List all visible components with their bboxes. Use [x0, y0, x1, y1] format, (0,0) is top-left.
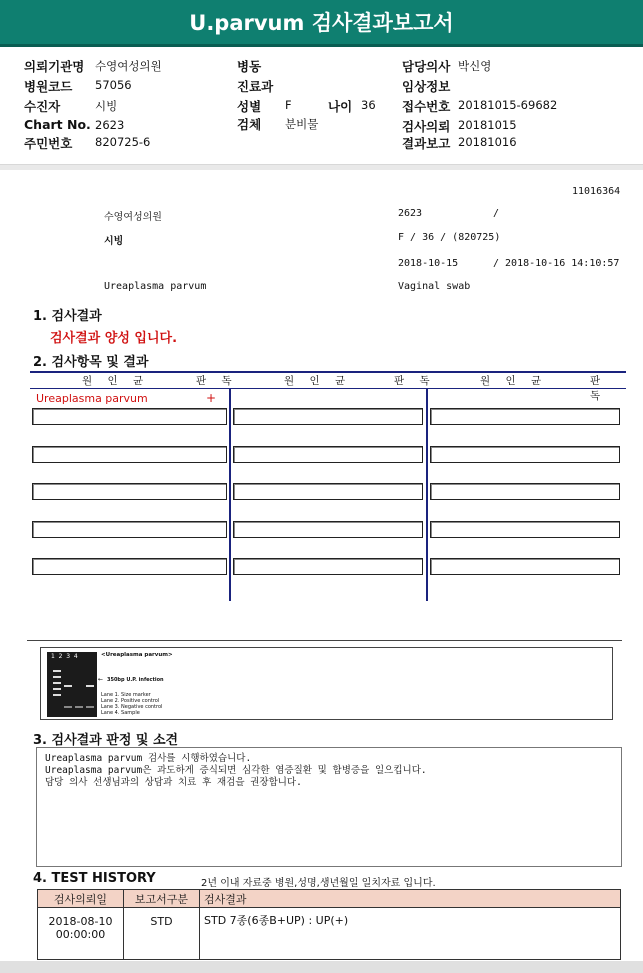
gel-electrophoresis-image: [47, 652, 97, 717]
section-separator: [27, 640, 622, 641]
sex-value: F: [285, 98, 292, 112]
result-field[interactable]: [233, 558, 423, 575]
code-label: 병원코드: [24, 79, 73, 94]
info-sex-age: F / 36 / (820725): [398, 232, 501, 243]
positive-result: 검사결과 양성 입니다.: [50, 331, 178, 346]
info-date-report: / 2018-10-16 14:10:57: [493, 258, 620, 269]
section1-title: 1. 검사결과: [33, 309, 102, 324]
chart-label: Chart No.: [24, 117, 91, 132]
result-field[interactable]: [32, 558, 227, 575]
sex-label: 성별: [237, 99, 262, 114]
history-col-type: 보고서구분: [124, 890, 200, 908]
header-divider: [0, 164, 643, 170]
grid-header-line: [30, 388, 626, 389]
history-date: 2018-08-10: [48, 915, 113, 928]
section3-title: 3. 검사결과 판정 및 소견: [33, 733, 179, 748]
gel-band: [86, 685, 94, 687]
result-field[interactable]: [233, 446, 423, 463]
report-title: U.parvum 검사결과보고서: [0, 0, 643, 47]
result-field[interactable]: [430, 558, 620, 575]
col-organism-1: 원 인 균: [82, 375, 150, 387]
gel-legend-3: Lane 3. Negative control: [101, 704, 163, 710]
result-field[interactable]: [32, 446, 227, 463]
history-col-date: 검사의뢰일: [38, 890, 124, 908]
gel-lane-numbers: 1 2 3 4: [51, 653, 78, 660]
arrow-icon: ←: [98, 676, 104, 683]
history-note: 2년 이내 자료중 병원,성명,생년월일 일치자료 입니다.: [201, 878, 436, 889]
receipt-value: 20181015-69682: [458, 98, 558, 112]
info-sample: Vaginal swab: [398, 281, 471, 292]
doctor-label: 담당의사: [402, 59, 451, 74]
history-type: STD: [124, 908, 200, 960]
info-slash: /: [493, 208, 500, 219]
specimen-label: 검체: [237, 117, 262, 132]
patient-value: 시빙: [95, 99, 118, 113]
info-patient: 시빙: [104, 236, 124, 247]
section2-title: 2. 검사항목 및 결과: [33, 355, 149, 370]
organism-result: +: [206, 391, 217, 405]
section4-title: 4. TEST HISTORY: [33, 871, 156, 886]
table-row[interactable]: [38, 908, 621, 960]
history-table: [37, 889, 621, 960]
report-date-value: 20181016: [458, 135, 517, 149]
result-field[interactable]: [233, 483, 423, 500]
gel-band-label: 350bp U.P. infection: [107, 677, 164, 683]
dept-label: 진료과: [237, 79, 274, 94]
history-time: 00:00:00: [55, 928, 106, 941]
grid-col-line-1: [229, 388, 231, 601]
result-field[interactable]: [32, 483, 227, 500]
rrn-value: 820725-6: [95, 135, 151, 149]
remark-line: Ureaplasma parvum 검사를 시행하였습니다.: [45, 753, 252, 764]
info-date-request: 2018-10-15: [398, 258, 459, 269]
ward-label: 병동: [237, 59, 262, 74]
remark-line: Ureaplasma parvum은 과도하게 증식되면 심각한 염증질환 및 합병증을 일으킵니다.: [45, 765, 427, 776]
history-header-row: [38, 890, 621, 908]
result-field[interactable]: [430, 521, 620, 538]
col-result-2: 판 독: [394, 375, 436, 387]
history-col-result: 검사결과: [200, 890, 621, 908]
age-label: 나이: [328, 99, 353, 114]
col-organism-3: 원 인 균: [480, 375, 548, 387]
hospital-value: 수영여성의원: [95, 59, 162, 73]
result-field[interactable]: [233, 408, 423, 425]
grid-col-line-2: [426, 388, 428, 601]
gel-band: [86, 706, 94, 708]
gel-band: [53, 670, 61, 672]
doctor-value: 박신영: [458, 59, 492, 73]
report-header: [0, 55, 643, 165]
receipt-label: 접수번호: [402, 99, 451, 114]
result-field[interactable]: [32, 408, 227, 425]
patient-label: 수진자: [24, 99, 61, 114]
gel-legend-4: Lane 4. Sample: [101, 710, 140, 716]
info-chart: 2623: [398, 208, 423, 219]
chart-value: 2623: [95, 118, 125, 132]
history-result: STD 7종(6종B+UP) : UP(+): [200, 908, 621, 960]
col-organism-2: 원 인 균: [284, 375, 352, 387]
history-date-cell: [38, 908, 124, 960]
result-field[interactable]: [430, 483, 620, 500]
page-footer: [0, 961, 643, 973]
age-value: 36: [361, 98, 376, 112]
result-field[interactable]: [32, 521, 227, 538]
request-label: 검사의뢰: [402, 119, 451, 134]
col-result-3: 판 독: [590, 375, 607, 402]
report-date-label: 결과보고: [402, 136, 451, 151]
info-test: Ureaplasma parvum: [104, 281, 207, 292]
col-result-1: 판 독: [196, 375, 238, 387]
rrn-label: 주민번호: [24, 136, 73, 151]
specimen-id: 11016364: [572, 186, 621, 197]
remarks-box: [36, 747, 622, 867]
gel-legend-2: Lane 2. Positive control: [101, 698, 160, 704]
clinical-label: 임상정보: [402, 79, 451, 94]
remark-line: 담당 의사 선생님과의 상담과 치료 후 재검을 권장합니다.: [45, 777, 302, 788]
gel-band: [64, 706, 72, 708]
result-field[interactable]: [233, 521, 423, 538]
result-field[interactable]: [430, 408, 620, 425]
gel-band: [53, 682, 61, 684]
result-field[interactable]: [430, 446, 620, 463]
hospital-label: 의뢰기관명: [24, 59, 85, 74]
gel-band: [53, 676, 61, 678]
organism-name: Ureaplasma parvum: [36, 392, 148, 405]
specimen-value: 분비물: [285, 117, 319, 131]
gel-image-panel: [40, 647, 613, 720]
request-value: 20181015: [458, 118, 517, 132]
gel-band: [53, 694, 61, 696]
gel-legend-1: Lane 1. Size marker: [101, 692, 151, 698]
gel-band: [64, 685, 72, 687]
gel-band: [75, 706, 83, 708]
gel-title: <Ureaplasma parvum>: [101, 652, 173, 658]
code-value: 57056: [95, 78, 132, 92]
gel-band: [53, 688, 61, 690]
info-hospital: 수영여성의원: [104, 212, 162, 223]
result-grid: [30, 371, 626, 601]
